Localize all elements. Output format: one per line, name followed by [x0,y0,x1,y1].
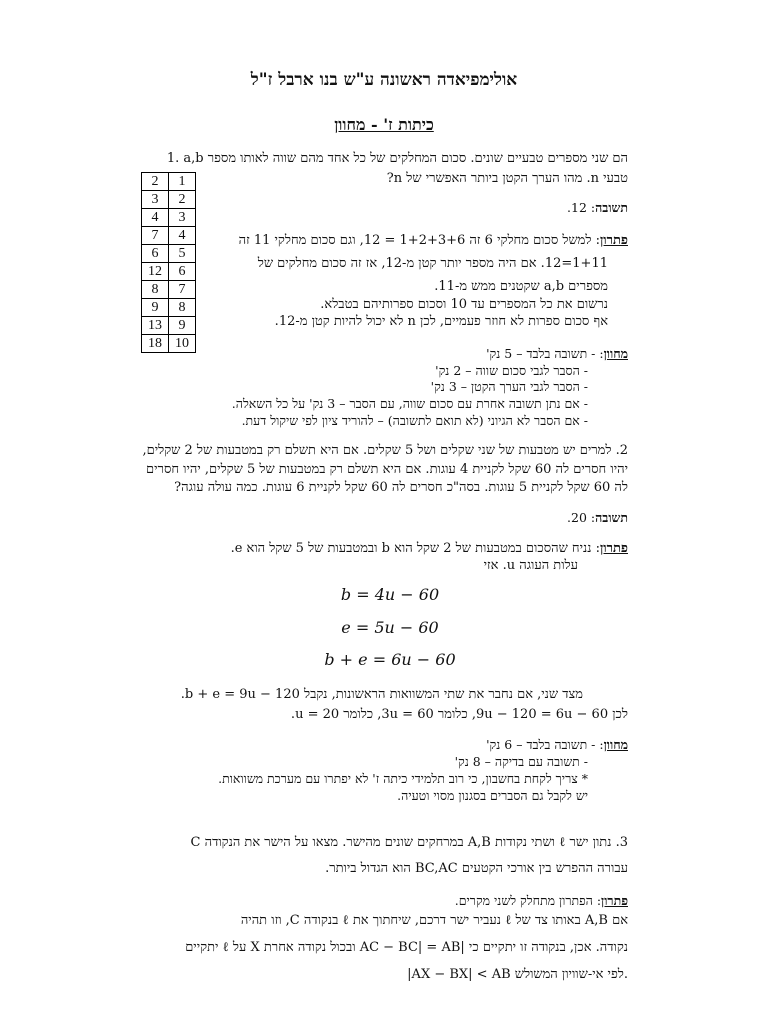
q2-rubric2: - תשובה עם בדיקה – 8 נק' [454,754,588,769]
q2-sol2: עלות העוגה u. אזי [483,558,578,573]
q3-sol-label: פתרון [601,893,628,908]
table-cell-number: 4 [169,227,196,245]
table-cell-digit-sum: 18 [142,335,169,353]
q2-rubric4: יש לקבל גם הסברים בסגנון מסוי וטעיה. [397,788,588,803]
table-cell-number: 10 [169,335,196,353]
table-row [142,191,196,209]
q3-sol4: |AX − BX| < AB לפי אי-שוויון המשולש. [407,967,628,982]
table-row [142,317,196,335]
q1-sol4: נרשום את כל המספרים עד 10 וסכום ספרותיהם בטבלא. [320,297,608,312]
q2-answer-label: תשובה [595,510,628,525]
table-cell-digit-sum: 7 [142,227,169,245]
q1-answer [567,200,628,216]
q2-line1: 2. למרים יש מטבעות של שני שקלים ושל 5 שקלים. אם היא תשלם רק במטבעות של 2 שקלים, [142,443,628,458]
table-cell-digit-sum: 9 [142,299,169,317]
table-cell-digit-sum: 3 [142,191,169,209]
q3-sol2: אם A,B באותו צד של ℓ נעביר ישר דרכם, שיחתוך את ℓ בנקודה C, וזו תהיה [240,913,628,928]
q1-rubric1 [486,346,628,362]
table-row [142,245,196,263]
q2-line2: יהיו חסרים לה 60 שקל לקניית 4 עוגות. אם היא תשלם רק במטבעות של 5 שקלים, יהיו חסרים [146,462,628,477]
q2-answer [567,510,628,526]
table-row [142,263,196,281]
table-cell-digit-sum: 2 [142,173,169,191]
table-cell-digit-sum: 13 [142,317,169,335]
q1-sol1-text: : למשל סכום מחלקי 6 זה 1+2+3+6 = 12, וגם סכום מחלקי 11 זה [238,233,600,248]
document-title: אולימפיאדה ראשונה ע"ש בנו ארבל ז"ל [250,70,518,90]
q1-rubric4: - אם נתן תשובה אחרת עם סכום שווה, עם הסבר – 3 נק' על כל השאלה. [231,396,588,411]
q1-rubric-label: מחוון [603,346,628,361]
table-row [142,335,196,353]
digit-sum-table [141,172,196,353]
q1-sol5: אף סכום ספרות לא חוזר פעמיים, לכן n לא יכול להיות קטן מ-12. [274,314,608,329]
table-row [142,209,196,227]
q1-sol1 [239,232,628,248]
table-cell-number: 9 [169,317,196,335]
table-row [142,227,196,245]
table-row [142,299,196,317]
q1-rubric1-text: : - תשובה בלבד – 5 נק' [486,346,604,361]
document-subtitle: כיתות ז' - מחוון [334,115,434,134]
q3-line1: 3. נתון ישר ℓ ושתי נקודות A,B במרחקים שונים מהישר. מצאו על הישר את הנקודה C [190,835,628,850]
q1-sol3: מספרים a,b שקטנים ממש מ-11. [434,279,608,294]
q2-rubric-label: מחוון [603,737,628,752]
q1-sol2: 1+11=12. אם היה מספר יותר קטן מ-12, אז זה סכום מחלקים של [257,256,608,271]
q1-rubric5: - אם הסבר לא הגיוני (לא תואם לתשובה) – להוריד ציון לפי שיקול דעת. [241,413,588,428]
q3-sol3: נקודה. אכן, בנקודה זו יתקיים כי |AC − BC| = AB ובכול נקודה אחרת X על ℓ יתקיים [185,940,628,955]
table-cell-number: 6 [169,263,196,281]
table-cell-number: 3 [169,209,196,227]
q2-equation-2: e = 5u − 60 [341,618,439,637]
q3-line2: עבורה ההפרש בין אורכי הקטעים BC,AC הוא הגדול ביותר. [325,861,628,876]
q2-sol1 [231,540,628,556]
table-cell-digit-sum: 6 [142,245,169,263]
table-cell-number: 7 [169,281,196,299]
table-cell-digit-sum: 8 [142,281,169,299]
table-row [142,173,196,191]
q1-rubric2: - הסבר לגבי סכום שווה – 2 נק' [435,363,588,378]
table-cell-number: 1 [169,173,196,191]
table-cell-digit-sum: 4 [142,209,169,227]
q1-rubric3: - הסבר לגבי הערך הקטן – 3 נק' [430,379,588,394]
table-cell-number: 2 [169,191,196,209]
q2-answer-value: : 20. [567,510,596,525]
q1-line2: טבעי n. מהו הערך הקטן ביותר האפשרי של n? [386,171,628,186]
q3-sol1-text: : הפתרון מתחלק לשני מקרים. [454,893,602,908]
q2-line3: לה 60 שקל לקניית 5 עוגות. בסה"כ חסרים לה 60 שקל לקניית 6 עוגות. כמה עולה עוגה? [174,480,628,495]
q2-equation-3: b + e = 6u − 60 [324,650,456,669]
q1-answer-value: : 12. [567,200,596,215]
q1-line1: 1. a,b הם שני מספרים טבעיים שונים. סכום המחלקים של כל אחד מהם שווה לאותו מספר [166,151,628,166]
q2-sol3: מצד שני, אם נחבר את שתי המשוואות הראשונות, נקבל b + e = 9u − 120. [180,687,583,702]
table-cell-number: 5 [169,245,196,263]
q2-sol4: לכן 9u − 120 = 6u − 60, כלומר 3u = 60, כלומר u = 20. [290,707,628,722]
q2-rubric1-text: : - תשובה בלבד – 6 נק' [486,737,604,752]
q2-rubric1 [486,737,628,753]
table-cell-digit-sum: 12 [142,263,169,281]
q2-sol-label: פתרון [599,541,628,556]
q2-rubric3: * צריך לקחת בחשבון, כי רוב תלמידי כיתה ז' לא יפתרו עם מערכת משוואות. [218,771,588,786]
table-cell-number: 8 [169,299,196,317]
q1-answer-label: תשובה [595,200,628,215]
q3-sol1 [455,893,628,909]
q2-sol1-text: : נניח שהסכום במטבעות של 2 שקל הוא b ובמטבעות של 5 שקל הוא e. [230,541,600,556]
q1-sol-label: פתרון [599,233,628,248]
q2-equation-1: b = 4u − 60 [340,585,440,604]
table-row [142,281,196,299]
